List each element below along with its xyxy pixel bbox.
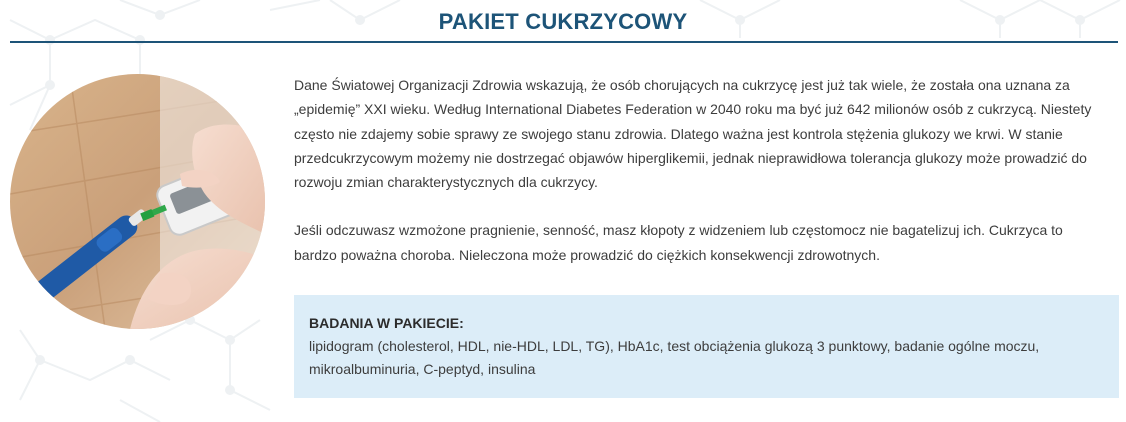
tests-list: lipidogram (cholesterol, HDL, nie-HDL, LDL, TG), HbA1c, test obciążenia glukozą 3 punktowy, badanie ogólne moczu, mikroalbuminuria, C-peptyd, insulina	[309, 338, 1040, 377]
tests-box	[294, 295, 1119, 398]
glucose-meter-photo-icon	[10, 74, 265, 329]
glucose-meter-photo	[10, 74, 265, 329]
description-paragraph: Dane Światowej Organizacji Zdrowia wskazują, że osób chorujących na cukrzycę jest już tak wiele, że została ona uznana za „epidemię” XXI wieku. Według International Diabetes Federation w 2040 roku ma być już 642 milionów osób z cukrzycą. Niestety często nie zdajemy sobie sprawy ze swojego stanu zdrowia. Dlatego ważna jest kontrola stężenia glukozy we krwi. W stanie przedcukrzycowym możemy nie dostrzegać objawów hiperglikemii, jednak nieprawidłowa tolerancja glukozy może prowadzić do rozwoju zmian charakterystycznych dla cukrzycy.	[294, 77, 1092, 191]
page-title: PAKIET CUKRZYCOWY	[438, 9, 688, 34]
tests-heading: BADANIA W PAKIECIE:	[309, 315, 464, 331]
description	[294, 73, 1094, 267]
title-divider	[10, 41, 1118, 43]
description-paragraph: Jeśli odczuwasz wzmożone pragnienie, senność, masz kłopoty z widzeniem lub częstomocz nie bagatelizuj ich. Cukrzyca to bardzo poważna choroba. Nieleczona może prowadzić do ciężkich konsekwencji zdrowotnych.	[294, 222, 1063, 263]
